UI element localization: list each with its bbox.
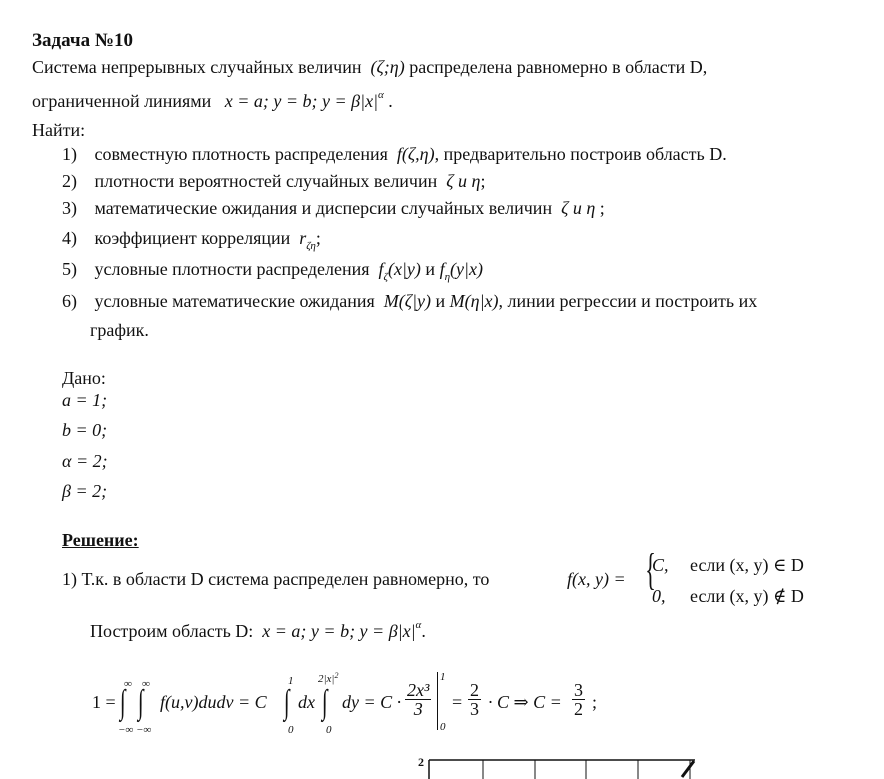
task-item-3 xyxy=(62,199,605,217)
task-tail: ; xyxy=(599,198,605,218)
task-item-6 xyxy=(62,292,757,310)
piecewise-brace: { xyxy=(645,545,656,594)
problem-line-1-text-b: распределена равномерно в области D, xyxy=(409,57,708,77)
fraction-1 xyxy=(405,681,431,718)
integrand: f(u,v)dudv = C xyxy=(160,692,267,712)
build-region-exponent: α xyxy=(415,619,422,631)
build-region-math: x = a; y = b; y = β|x| xyxy=(262,621,416,641)
task-math: ζ и η xyxy=(561,198,596,218)
task-math: f(ζ,η) xyxy=(396,144,435,164)
fraction-1-denominator: 3 xyxy=(413,699,423,719)
region-graph xyxy=(418,755,700,779)
task-mid: и xyxy=(431,291,450,311)
problem-line-1-math: (ζ;η) xyxy=(370,57,405,77)
integral-2-upper: ∞ xyxy=(142,678,150,690)
task-item-1 xyxy=(62,145,727,163)
integral-4-lower: 0 xyxy=(326,724,332,736)
find-label: Найти: xyxy=(32,120,86,140)
build-region-end: . xyxy=(421,621,426,641)
task-number: 1) xyxy=(62,144,77,164)
case-1-value: C, xyxy=(652,555,669,575)
task-math: M(ζ|y) xyxy=(383,291,432,311)
task-number: 3) xyxy=(62,198,77,218)
task-text: совместную плотность распределения xyxy=(94,144,388,164)
task-item-5 xyxy=(62,259,483,283)
task-number: 5) xyxy=(62,259,77,279)
task-item-4 xyxy=(62,228,321,252)
problem-line-2-exponent: α xyxy=(378,89,384,101)
equation-one: 1 = xyxy=(92,692,116,712)
evaluation-upper: 1 xyxy=(440,671,446,683)
task-text: условные плотности распределения xyxy=(94,259,370,279)
task-item-2 xyxy=(62,172,485,190)
fraction-3-numerator: 3 xyxy=(574,680,583,700)
problem-title: Задача №10 xyxy=(32,30,133,51)
problem-line-1 xyxy=(32,58,707,76)
evaluation-bar xyxy=(437,672,438,730)
task-item-6-continuation: график. xyxy=(90,320,149,340)
graph-curve xyxy=(682,761,694,777)
task-math-subscript: ζη xyxy=(306,240,316,252)
integral-sign-3: ∫ xyxy=(283,684,290,721)
integral-2-lower: −∞ xyxy=(136,724,152,736)
integral-3-lower: 0 xyxy=(288,724,294,736)
task-math-2-subscript: η xyxy=(444,271,451,283)
given-line-beta: β = 2; xyxy=(62,481,108,501)
integral-3-upper: 1 xyxy=(288,675,294,687)
task-math: r xyxy=(299,228,307,248)
integral-1-lower: −∞ xyxy=(118,724,134,736)
problem-line-2 xyxy=(32,89,393,111)
evaluation-lower: 0 xyxy=(440,721,446,733)
fraction-1-numerator: 2x³ xyxy=(407,680,430,700)
given-label: Дано: xyxy=(62,368,106,388)
fraction-3-denominator: 2 xyxy=(574,699,583,719)
problem-line-2-text: ограниченной линиями xyxy=(32,91,212,111)
equals-sign: = xyxy=(452,692,463,712)
task-math: f xyxy=(378,259,384,279)
task-text: математические ожидания и дисперсии случайных величин xyxy=(94,198,553,218)
task-math-subscript: ζ xyxy=(383,271,388,283)
task-number: 2) xyxy=(62,171,77,191)
integral-4-upper-text: 2|x| xyxy=(318,673,335,685)
task-tail: , линии регрессии и построить их xyxy=(498,291,758,311)
task-math-2: M(η|x) xyxy=(449,291,499,311)
integral-sign-1: ∫ xyxy=(119,684,126,721)
fraction-2-denominator: 3 xyxy=(470,699,479,719)
implies-c: · C ⇒ C = xyxy=(488,692,562,712)
case-1-condition-text: если (x, y) ∈ D xyxy=(690,555,804,575)
build-region-line xyxy=(90,619,426,641)
task-math: ζ и η xyxy=(446,171,481,191)
fraction-2 xyxy=(468,681,481,718)
dy-term: dy = C · xyxy=(342,692,402,712)
integral-4-upper-exponent: 2 xyxy=(334,671,339,680)
task-tail: , предварительно построив область D. xyxy=(434,144,727,164)
integral-1-upper: ∞ xyxy=(124,678,132,690)
case-2-condition xyxy=(690,587,804,605)
task-text: коэффициент корреляции xyxy=(94,228,291,248)
case-1-condition xyxy=(690,556,804,574)
given-line-alpha: α = 2; xyxy=(62,451,108,471)
task-tail: ; xyxy=(480,171,486,191)
given-line-a: a = 1; xyxy=(62,390,108,410)
task-text: условные математические ожидания xyxy=(94,291,375,311)
solution-heading: Решение: xyxy=(62,530,139,550)
task-mid: и xyxy=(420,259,440,279)
dx-term: dx xyxy=(298,692,315,712)
density-lhs: f(x, y) = xyxy=(567,569,626,589)
task-number: 4) xyxy=(62,228,77,248)
task-math-2: f xyxy=(439,259,445,279)
task-math-2-args: (y|x) xyxy=(450,259,483,279)
solution-step-1: 1) Т.к. в области D система распределен равномерно, то xyxy=(62,569,490,589)
task-number: 6) xyxy=(62,291,77,311)
task-tail: ; xyxy=(315,228,321,248)
equation-end: ; xyxy=(592,692,598,712)
problem-line-2-end: . xyxy=(388,91,393,111)
case-2-condition-text: если (x, y) ∉ D xyxy=(690,586,804,606)
integral-sign-4: ∫ xyxy=(321,684,328,721)
build-region-text: Построим область D: xyxy=(90,621,254,641)
given-line-b: b = 0; xyxy=(62,420,108,440)
problem-line-1-text-a: Система непрерывных случайных величин xyxy=(32,57,362,77)
case-2-value: 0, xyxy=(652,586,666,606)
task-math-args: (x|y) xyxy=(388,259,421,279)
graph-y-tick-label: 2 xyxy=(418,755,424,769)
fraction-2-numerator: 2 xyxy=(470,680,479,700)
problem-line-2-math: x = a; y = b; y = β|x| xyxy=(224,91,379,111)
integral-sign-2: ∫ xyxy=(137,684,144,721)
fraction-3 xyxy=(572,681,585,718)
task-text: плотности вероятностей случайных величин xyxy=(94,171,438,191)
